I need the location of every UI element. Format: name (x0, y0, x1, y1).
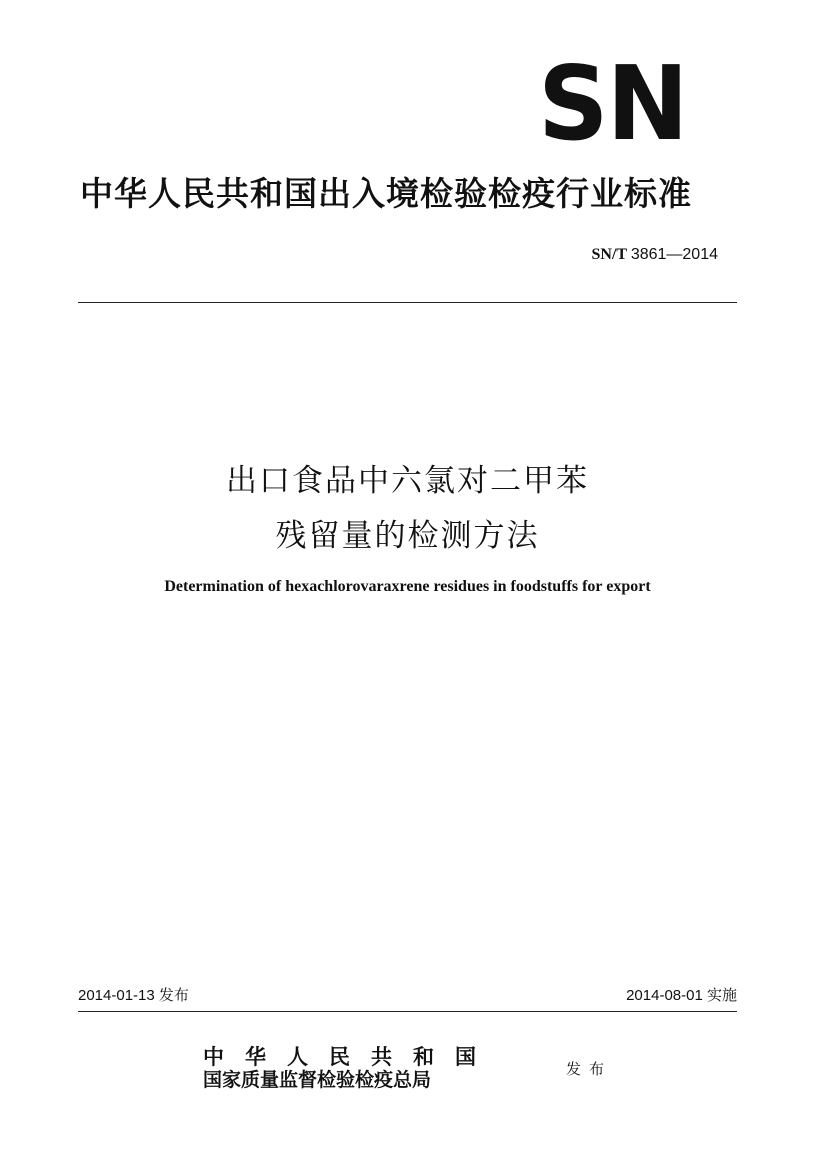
issue-date: 2014-01-13 发布 (78, 987, 189, 1004)
issuer-line-1: 中华人民共和国 (203, 1044, 497, 1069)
bottom-divider (78, 1011, 737, 1012)
title-zh-line-2: 残留量的检测方法 (275, 518, 540, 554)
standard-number-value: 3861—2014 (630, 246, 718, 263)
implementation-date: 2014-08-01 实施 (626, 987, 737, 1004)
issue-verb: 发布 (566, 1060, 613, 1078)
issuer-line-2: 国家质量监督检验检疫总局 (203, 1069, 432, 1091)
title-zh-line-1: 出口食品中六氯对二甲苯 (226, 463, 589, 499)
standard-number (592, 246, 718, 264)
title-en: Determination of hexachlorovaraxrene residues in foodstuffs for export (164, 578, 651, 595)
standard-category: 中华人民共和国出入境检验检疫行业标准 (80, 174, 692, 213)
issuer (203, 1045, 497, 1091)
sn-logo: SN (538, 44, 687, 164)
standard-number-prefix: SN/T (591, 246, 627, 263)
top-divider (78, 302, 737, 303)
